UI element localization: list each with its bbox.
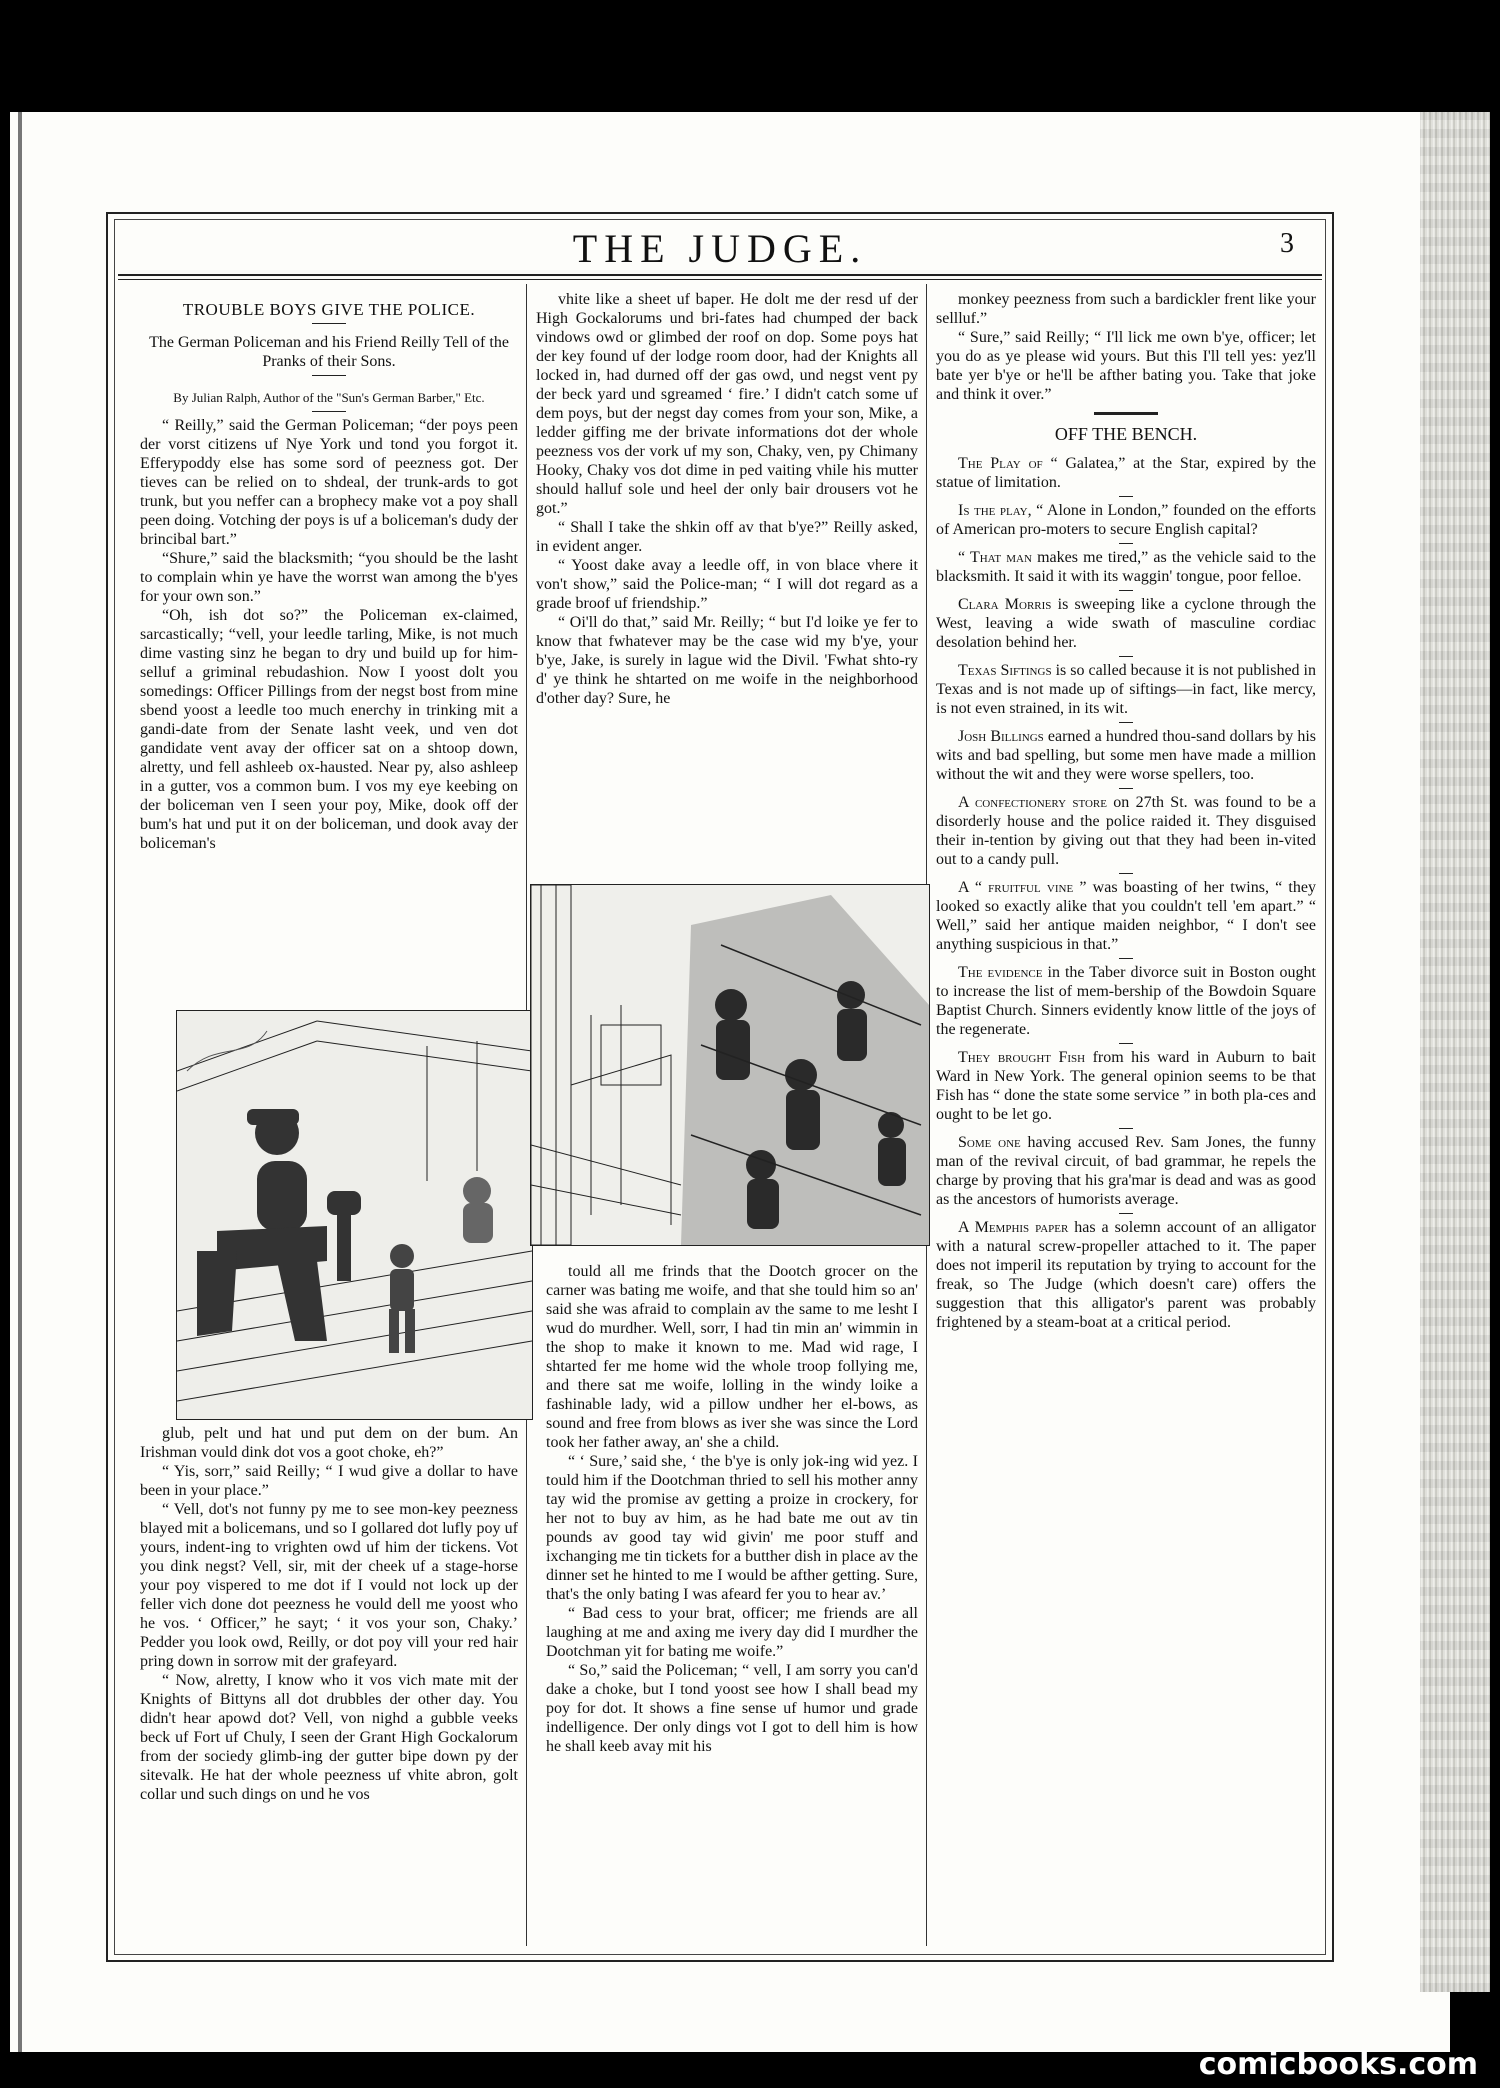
article-paragraph: “ Yoost dake avay a leedle off, in von blace vhere it von't show,” said the Police-man; “ I will dot regard as a grade broof uf friendship.” — [536, 557, 918, 612]
page-left-edge — [18, 112, 22, 2052]
bench-item — [936, 1133, 1316, 1209]
article-paragraph: “ Oi'll do that,” said Mr. Reilly; “ but I'd loike ye fer to know that fwhatever may be the case wid my b'ye, your b'ye, Jake, is surely in lague wid the Divil. 'Fwhat shto-ry d' ye think he shtarted on me woife in the neighborhood d'other day? Sure, he — [536, 614, 918, 707]
article-paragraph: “ So,” said the Policeman; “ vell, I am sorry you can'd dake a choke, but I tond yoost see how I shall bead my poy for dot. It shows a fine sense uf humor und grade indelligence. Der only dings vot I got to dell him is how he shall keeb avay mit his — [546, 1662, 918, 1755]
bench-item-lead: Texas Siftings — [958, 662, 1052, 679]
masthead-rule — [118, 274, 1322, 276]
bench-item-text: was boasting of her twins, “ they looked so exactly alike that you couldn't tell 'em apart.” “ Well,” said her antique maiden neighbor, “ I don't see anything suspicious in that.” — [936, 879, 1316, 953]
policeman-stoop-drawing — [177, 1011, 532, 1419]
bench-item-text: makes me tired,” as the vehicle said to the blacksmith. It said it with its waggin' tongue, poor felloe. — [936, 549, 1316, 585]
bench-item — [936, 595, 1316, 652]
bench-item-divider — [1119, 656, 1133, 657]
page-number: 3 — [1280, 228, 1294, 259]
bench-item-lead: A confectionery store — [958, 794, 1107, 811]
bench-item-lead: A Memphis paper — [958, 1219, 1069, 1236]
column-1-bottom-text — [140, 1424, 518, 1804]
bench-item — [936, 548, 1316, 586]
article-paragraph: “ Shall I take the shkin off av that b'ye?” Reilly asked, in evident anger. — [536, 519, 918, 555]
article-paragraph: “ Now, alretty, I know who it vos vich mate mit der Knights of Bittyns all dot drubbles der other day. You didn't hear apowd dot? Vell, von nighd a gubble veeks beck uf Fort uf Chuly, I seen der Grant High Gockalorum from der sociedy glimb-ing der gutter bipe down py der sitevalk. He hat der whole peezness uf vhite abron, golt collar und such dings on und he vos — [140, 1672, 518, 1803]
article-paragraph: vhite like a sheet uf baper. He dolt me der resd uf der High Gockalorums und bri-fates had chumped der back vindows owd or glimbed der roof on dop. Some poys hat der key found uf der lodge room door, had der Knights all locked in, had durned off der gas owd, und negst vent py der beck yard und sgreamed ‘ fire.’ I didn't catch some uf dem poys, but der negst day comes from your son, Mike, a ledder giffing me der brivate informations dot der whole peezness vos der vork uf my son, Chaky, ven, py Chimany Hooky, Chaky vos dot dime in ped vaiting vhile his mutter should halluf sole und heel der only bair drousers vot he got.” — [536, 291, 918, 517]
article-paragraph: “ Sure,” said Reilly; “ I'll lick me own b'ye, officer; let you do as ye please wid yours. But this I'll tell yes: yez'll bate yer b'ye or he'll be afther bating you. Take that joke and think it over.” — [936, 329, 1316, 403]
masthead-title: THE JUDGE. — [572, 226, 868, 271]
illustration-street-scene — [530, 884, 930, 1246]
bench-item — [936, 963, 1316, 1039]
article-paragraph: “ Yis, sorr,” said Reilly; “ I wud give a dollar to have been in your place.” — [140, 1463, 518, 1499]
bench-item-text: in the Taber divorce suit in Boston ought to increase the list of mem-bership of the Bowdoin Square Baptist Church. Sinners evidently know little of the joys of the regenerate. — [936, 964, 1316, 1038]
bench-item-divider — [1119, 1128, 1133, 1129]
masthead-rule-thin — [118, 279, 1322, 280]
bench-item-lead: Is the play, — [958, 502, 1032, 519]
article-byline: By Julian Ralph, Author of the "Sun's German Barber," Etc. — [173, 390, 485, 405]
article-paragraph: “Shure,” said the blacksmith; “you should be the lasht to complain whin ye have the worrst wan among the b'yes for your own son.” — [140, 550, 518, 605]
bench-item-text: has a solemn account of an alligator with a natural screw-propeller attached to it. The paper does not imperil its reputation by trying to account for the freak, so The Judge (which doesn't care) offers the suggestion that this alligator's parent was probably frightened by a steam-boat at a critical period. — [936, 1219, 1317, 1331]
section-rule — [1094, 412, 1158, 415]
column-1-top-text — [140, 416, 518, 853]
bench-item — [936, 1048, 1316, 1124]
bench-item-lead: “ That man — [958, 549, 1032, 566]
column-2-top-text — [536, 290, 918, 708]
bench-item-lead: Josh Billings — [958, 728, 1044, 745]
bench-item-text: is so called because it is not published in Texas and is not made up of siftings—in fact, like mercy, is not even strained, in its wit. — [936, 662, 1316, 717]
bench-item-divider — [1119, 722, 1133, 723]
article-column-2-continued — [546, 1262, 918, 1756]
column-2-bottom-text — [546, 1262, 918, 1756]
article-headline: TROUBLE BOYS GIVE THE POLICE. — [182, 300, 476, 319]
page-stack-edge — [1420, 112, 1490, 1992]
bench-item — [936, 501, 1316, 539]
article-paragraph: “Oh, ish dot so?” the Policeman ex-claimed, sarcastically; “vell, your leedle tarling, Mike, is not much dime vasting sinz he began to dry und build up for him-selluf a griminal rebudashion. Now I yoost dolt you somedings: Officer Pillings from der negst bost from mine sbend yoost a leedle too much enerchy in trinking mit a gandi-date from der Senate lasht veek, und ven dot gandidate vent avay der officer sat on a shtoop down, alretty, und fell ashleeb ox-hausted. Near py, also ashleep in a gutter, vos a common bum. I vos my eye keebing on der boliceman ven I seen your poy, Mike, dook off der bum's hat und put it on der boliceman, und dook avay der boliceman's — [140, 607, 518, 852]
headline-rule — [312, 323, 346, 324]
bench-item-lead: They brought Fish — [958, 1049, 1086, 1066]
bench-item-lead: The Play of — [958, 455, 1043, 472]
article-paragraph: “ ‘ Sure,’ said she, ‘ the b'ye is only jok-ing wid yez. I tould him if the Dootchman thried to sell his mother anny tay wid the promise av getting a proize in crockery, for her not to buy av him, as he had bate me out av tin pounds av good tay wid givin' me poor stuff and ixchanging me tin tickets for a butther dish in place av the dinner set he hinted to me I would be afther getting. Sure, that's the only bating I was afeard fer you to hear av.’ — [546, 1453, 918, 1603]
bench-item-divider — [1119, 1213, 1133, 1214]
article-column-3 — [936, 290, 1316, 1332]
bench-item-text: having accused Rev. Sam Jones, the funny man of the revival circuit, of bad grammar, he repels the charge by proving that his gra'mar is dead and was as good as the ancestors of humorists average. — [936, 1134, 1316, 1208]
bench-item-lead: The evidence — [958, 964, 1043, 981]
article-column-1 — [140, 290, 518, 853]
bench-item-text: on 27th St. was found to be a disorderly house and the police raided it. They disguised their in-tention by giving out that they had been in-vited out to a candy pull. — [936, 794, 1316, 868]
bench-item-divider — [1119, 496, 1133, 497]
article-paragraph: monkey peezness from such a bardickler frent like your sellluf.” — [936, 291, 1316, 327]
bench-item — [936, 661, 1316, 718]
bench-item-lead: Some one — [958, 1134, 1021, 1151]
bench-item — [936, 878, 1316, 954]
subhead-rule — [312, 375, 346, 376]
article-subhead: The German Policeman and his Friend Reilly Tell of the Pranks of their Sons. — [149, 334, 509, 370]
illustration-sleeping-policeman — [176, 1010, 533, 1420]
article-column-2 — [536, 290, 918, 708]
bench-item-text: is sweeping like a cyclone through the West, leaving a wide swath of masculine cordiac desolation behind her. — [936, 596, 1317, 651]
bench-item-text: from his ward in Auburn to bait Ward in New York. The general opinion seems to be that Fish has “ done the state some service ” in both pla-ces and ought to be let go. — [936, 1049, 1317, 1123]
bench-item-divider — [1119, 543, 1133, 544]
article-column-1-continued — [140, 1424, 518, 1804]
article-paragraph: “ Bad cess to your brat, officer; me friends are all laughing at me and axing me ivery day did I murdher the Dootchman yit for bating me woife.” — [546, 1605, 918, 1660]
bench-item-divider — [1119, 788, 1133, 789]
article-paragraph: “ Vell, dot's not funny py me to see mon-key peezness blayed mit a bolicemans, und so I gollared dot lufly poy uf yours, indent-ing to vrighten owd uf him der tickens. Vot you dink negst? Vell, sir, mit der cheek uf a stage-horse your poy vispered to me dot if I vould not lock up der feller vich done dot peezness he vould dell me yoost who he vos. ‘ Officer,” he sayt; ‘ it vos your son, Chaky.’ Pedder you look owd, Reilly, or dot poy vill your red hair pring down in sorrow mit der grafeyard. — [140, 1501, 518, 1670]
off-the-bench-items — [936, 454, 1316, 1332]
article-paragraph: “ Reilly,” said the German Policeman; “der poys peen der vorst citizens uf Nye York und tond you forgot it. Efferypoddy else has some sord of peezness got. Der tieves can be relied on to shdeal, der trunk-ards to got trunk, but you neffer can a brophecy make vot a poy shall peen doing. Votching der poys is uf a boliceman's dudy der brincibal bart.” — [140, 417, 518, 548]
site-watermark: comicbooks.com — [1198, 2047, 1478, 2082]
bench-item-text: “ Alone in London,” founded on the efforts of American pro-moters to secure English capital? — [936, 502, 1316, 538]
article-paragraph: glub, pelt und hat und put dem on der bum. An Irishman vould dink dot vos a goot choke, eh?” — [140, 1425, 518, 1461]
bench-item-lead: A “ fruitful vine ” — [958, 879, 1087, 896]
street-scene-drawing — [531, 885, 929, 1245]
article-paragraph: tould all me frinds that the Dootch grocer on the carner was bating me woife, and that she tould him so an' said she was afraid to complain av the same to me lesht I wud do murdher. Well, sorr, I had tin min an' wimmin in the shop to make it known to me. Mad wid rage, I shtarted fer me home wid the whole troop follying me, and there sat me woife, lolling in the windy loike a fashinable lady, wid a pillow undher her el-bows, as sound and free from blows as iver she was since the Lord took her father away, an' she a child. — [546, 1263, 918, 1451]
bench-item — [936, 1218, 1316, 1332]
off-the-bench-heading: OFF THE BENCH. — [1054, 424, 1198, 444]
bench-item-divider — [1119, 873, 1133, 874]
bench-item-divider — [1119, 590, 1133, 591]
bench-item-lead: Clara Morris — [958, 596, 1052, 613]
bench-item-divider — [1119, 1043, 1133, 1044]
bench-item — [936, 454, 1316, 492]
bench-item-text: “ Galatea,” at the Star, expired by the statue of limitation. — [936, 455, 1316, 491]
bench-item — [936, 727, 1316, 784]
bench-item — [936, 793, 1316, 869]
bench-item-divider — [1119, 958, 1133, 959]
byline-rule — [312, 411, 346, 412]
column-3-article-end — [936, 290, 1316, 404]
bench-item-text: earned a hundred thou-sand dollars by his wits and bad spelling, but some men have made a million without the wit and they were worse spellers, too. — [936, 728, 1316, 783]
